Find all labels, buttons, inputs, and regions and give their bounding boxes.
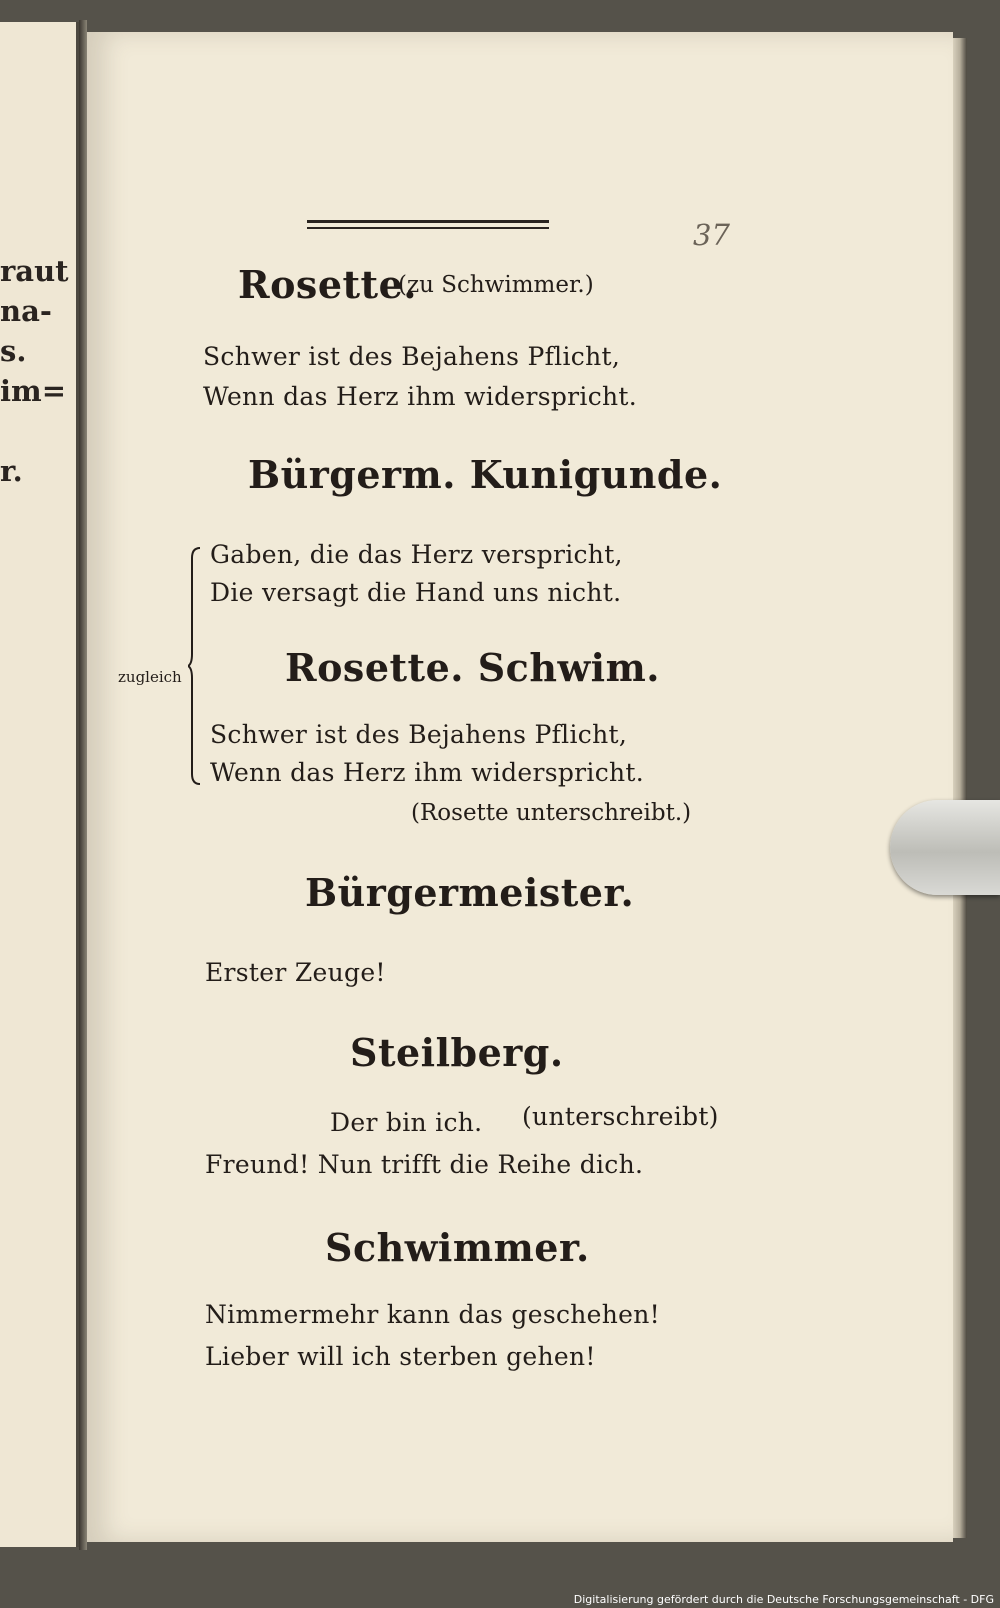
verse-line: Lieber will ich sterben gehen! — [205, 1342, 596, 1371]
verse-line: Erster Zeuge! — [205, 958, 386, 987]
speaker-heading: Steilberg. — [350, 1030, 564, 1075]
page-clip — [890, 800, 1000, 895]
stage-direction: (Rosette unterschreibt.) — [411, 800, 692, 826]
verse-line: Der bin ich. — [330, 1108, 483, 1137]
verse-line: Freund! Nun trifft die Reihe dich. — [205, 1150, 644, 1179]
simultaneous-brace — [188, 546, 202, 786]
left-page-fragment: s. — [0, 334, 27, 368]
stage-direction: (zu Schwimmer.) — [398, 272, 594, 298]
page-edge — [953, 38, 967, 1538]
speaker-heading: Bürgermeister. — [305, 870, 635, 915]
left-page-fragment: im= — [0, 374, 67, 408]
margin-note: zugleich — [118, 668, 182, 686]
left-page — [0, 22, 79, 1547]
speaker-heading: Schwimmer. — [325, 1225, 590, 1270]
speaker-heading: Rosette. Schwim. — [285, 645, 661, 690]
speaker-heading: Rosette. — [238, 262, 418, 307]
left-page-fragment: raut — [0, 254, 69, 288]
stage-direction: (unterschreibt) — [522, 1102, 719, 1131]
verse-line: Gaben, die das Herz verspricht, — [210, 540, 623, 569]
header-rule — [307, 220, 549, 229]
left-page-fragment: r. — [0, 454, 23, 488]
speaker-heading: Bürgerm. Kunigunde. — [248, 452, 723, 497]
left-page-fragment: na- — [0, 294, 52, 328]
page-number: 37 — [693, 218, 730, 252]
verse-line: Schwer ist des Bejahens Pflicht, — [210, 720, 628, 749]
verse-line: Wenn das Herz ihm widerspricht. — [203, 382, 638, 411]
verse-line: Die versagt die Hand uns nicht. — [210, 578, 622, 607]
book-gutter — [79, 20, 87, 1550]
verse-line: Nimmermehr kann das geschehen! — [205, 1300, 660, 1329]
verse-line: Wenn das Herz ihm widerspricht. — [210, 758, 645, 787]
digitization-credit: Digitalisierung gefördert durch die Deutsche Forschungsgemeinschaft - DFG — [573, 1593, 994, 1606]
verse-line: Schwer ist des Bejahens Pflicht, — [203, 342, 621, 371]
